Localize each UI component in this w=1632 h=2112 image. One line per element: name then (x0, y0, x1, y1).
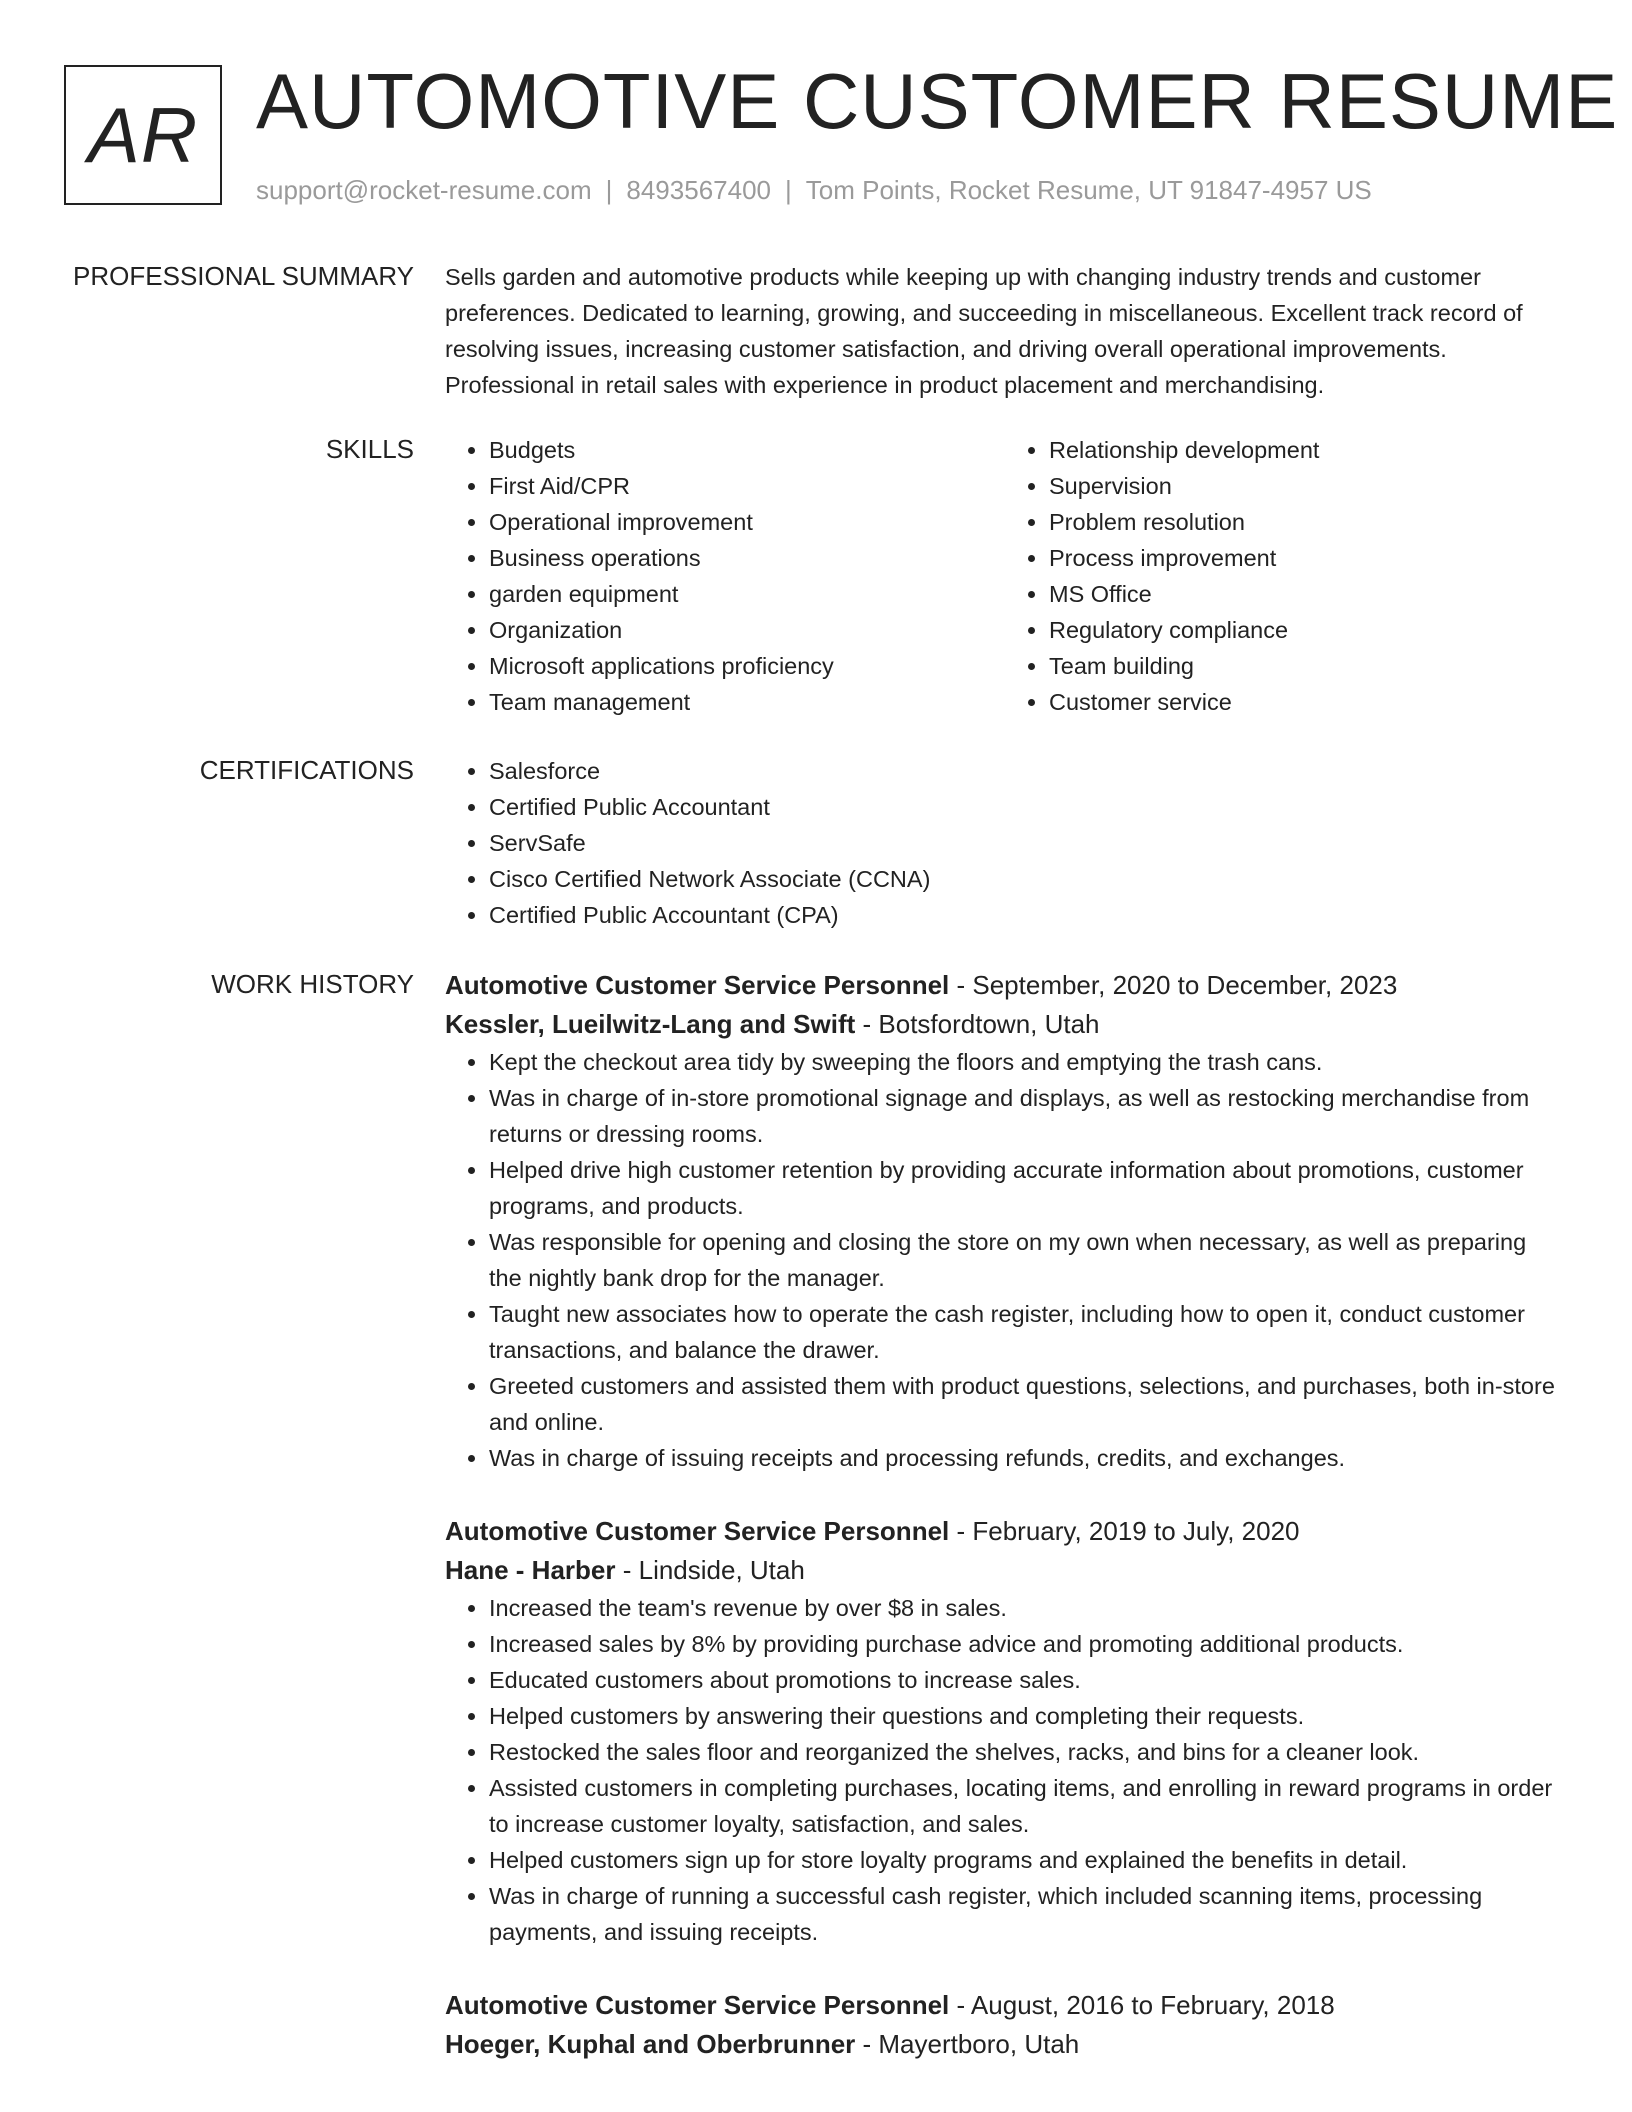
skill-item: • Process improvement (1049, 540, 1565, 576)
job-bullet: • Helped drive high customer retention by providing accurate information about promotions, customer programs, and products. (489, 1152, 1565, 1224)
contact-separator: | (785, 175, 792, 205)
job-company-line (445, 1551, 1565, 1590)
certification-item: • Salesforce (489, 753, 1565, 789)
job-bullet: • Restocked the sales floor and reorganized the shelves, racks, and bins for a cleaner look. (489, 1734, 1565, 1770)
job-title: Automotive Customer Service Personnel (445, 970, 950, 1000)
monogram-initials: AR (87, 90, 199, 179)
skill-item: • Team management (489, 684, 1005, 720)
job-bullet: • Helped customers by answering their questions and completing their requests. (489, 1698, 1565, 1734)
skill-item: • Team building (1049, 648, 1565, 684)
skills-body (445, 432, 1565, 720)
certification-item: • Cisco Certified Network Associate (CCNA) (489, 861, 1565, 897)
job-bullet: • Was in charge of in-store promotional signage and displays, as well as restocking merchandise from returns or dressing rooms. (489, 1080, 1565, 1152)
skills-list-right (1005, 432, 1565, 720)
job-entry (445, 1512, 1565, 1950)
certifications-label: CERTIFICATIONS (199, 755, 414, 785)
job-dates: - September, 2020 to December, 2023 (949, 970, 1398, 1000)
contact-phone[interactable]: 8493567400 (626, 175, 771, 205)
certification-item: • ServSafe (489, 825, 1565, 861)
job-title: Automotive Customer Service Personnel (445, 1990, 950, 2020)
contact-separator: | (605, 175, 613, 205)
job-company: Kessler, Lueilwitz-Lang and Swift (445, 1009, 856, 1039)
job-bullet: • Helped customers sign up for store loyalty programs and explained the benefits in detail. (489, 1842, 1565, 1878)
monogram-box (64, 65, 222, 205)
contact-email[interactable]: support@rocket-resume.com (256, 175, 592, 205)
certifications-list (445, 753, 1565, 933)
skill-item: • Operational improvement (489, 504, 1005, 540)
job-bullet: • Was responsible for opening and closing the store on my own when necessary, as well as preparing the nightly bank drop for the manager. (489, 1224, 1565, 1296)
job-bullet: • Was in charge of running a successful cash register, which included scanning items, processing payments, and issuing receipts. (489, 1878, 1565, 1950)
skill-item: • Relationship development (1049, 432, 1565, 468)
job-title-line (445, 1512, 1565, 1551)
resume-title: AUTOMOTIVE CUSTOMER RESUME (256, 57, 1619, 145)
skills-list-left (445, 432, 1005, 720)
work-label: WORK HISTORY (211, 969, 414, 999)
certification-item: • Certified Public Accountant (489, 789, 1565, 825)
job-bullets (445, 1044, 1565, 1476)
job-company-line (445, 1005, 1565, 1044)
skill-item: • Budgets (489, 432, 1005, 468)
skill-item: • Business operations (489, 540, 1005, 576)
job-bullets (445, 1590, 1565, 1950)
job-bullet: • Assisted customers in completing purchases, locating items, and enrolling in reward programs in order to increase customer loyalty, satisfaction, and sales. (489, 1770, 1565, 1842)
summary-body (445, 259, 1565, 403)
job-title-line (445, 1986, 1565, 2025)
skill-item: • Microsoft applications proficiency (489, 648, 1005, 684)
job-location: - Botsfordtown, Utah (855, 1009, 1100, 1039)
skill-item: • First Aid/CPR (489, 468, 1005, 504)
job-dates: - February, 2019 to July, 2020 (949, 1516, 1300, 1546)
job-entry (445, 966, 1565, 1476)
contact-address: Tom Points, Rocket Resume, UT 91847-4957 US (805, 175, 1372, 205)
job-dates: - August, 2016 to February, 2018 (949, 1990, 1335, 2020)
work-body (445, 966, 1565, 2064)
job-company: Hoeger, Kuphal and Oberbrunner (445, 2029, 856, 2059)
skill-item: • Organization (489, 612, 1005, 648)
job-bullet: • Was in charge of issuing receipts and processing refunds, credits, and exchanges. (489, 1440, 1565, 1476)
job-company-line (445, 2025, 1565, 2064)
job-bullet: • Kept the checkout area tidy by sweeping the floors and emptying the trash cans. (489, 1044, 1565, 1080)
skill-item: • Supervision (1049, 468, 1565, 504)
job-bullet: • Greeted customers and assisted them with product questions, selections, and purchases, both in-store and online. (489, 1368, 1565, 1440)
job-location: - Lindside, Utah (615, 1555, 805, 1585)
skill-item: • MS Office (1049, 576, 1565, 612)
job-entry (445, 1986, 1565, 2064)
skills-label: SKILLS (325, 434, 414, 464)
job-bullet: • Taught new associates how to operate the cash register, including how to open it, conduct customer transactions, and balance the drawer. (489, 1296, 1565, 1368)
job-company: Hane - Harber (445, 1555, 616, 1585)
job-location: - Mayertboro, Utah (855, 2029, 1080, 2059)
job-bullet: • Educated customers about promotions to increase sales. (489, 1662, 1565, 1698)
job-title-line (445, 966, 1565, 1005)
summary-label: PROFESSIONAL SUMMARY (73, 261, 414, 291)
certifications-body (445, 753, 1565, 933)
skill-item: • Regulatory compliance (1049, 612, 1565, 648)
skill-item: • Customer service (1049, 684, 1565, 720)
skill-item: • Problem resolution (1049, 504, 1565, 540)
skill-item: • garden equipment (489, 576, 1005, 612)
contact-line (256, 175, 1372, 206)
job-bullet: • Increased the team's revenue by over $8 in sales. (489, 1590, 1565, 1626)
job-bullet: • Increased sales by 8% by providing purchase advice and promoting additional products. (489, 1626, 1565, 1662)
job-title: Automotive Customer Service Personnel (445, 1516, 950, 1546)
certification-item: • Certified Public Accountant (CPA) (489, 897, 1565, 933)
summary-text: Sells garden and automotive products while keeping up with changing industry trends and customer preferences. Dedicated to learning, growing, and succeeding in miscellaneous. Excellent track record of resolving issues, increasing customer satisfaction, and driving overall operational improvements. Professional in retail sales with experience in product placement and merchandising. (445, 264, 1523, 398)
